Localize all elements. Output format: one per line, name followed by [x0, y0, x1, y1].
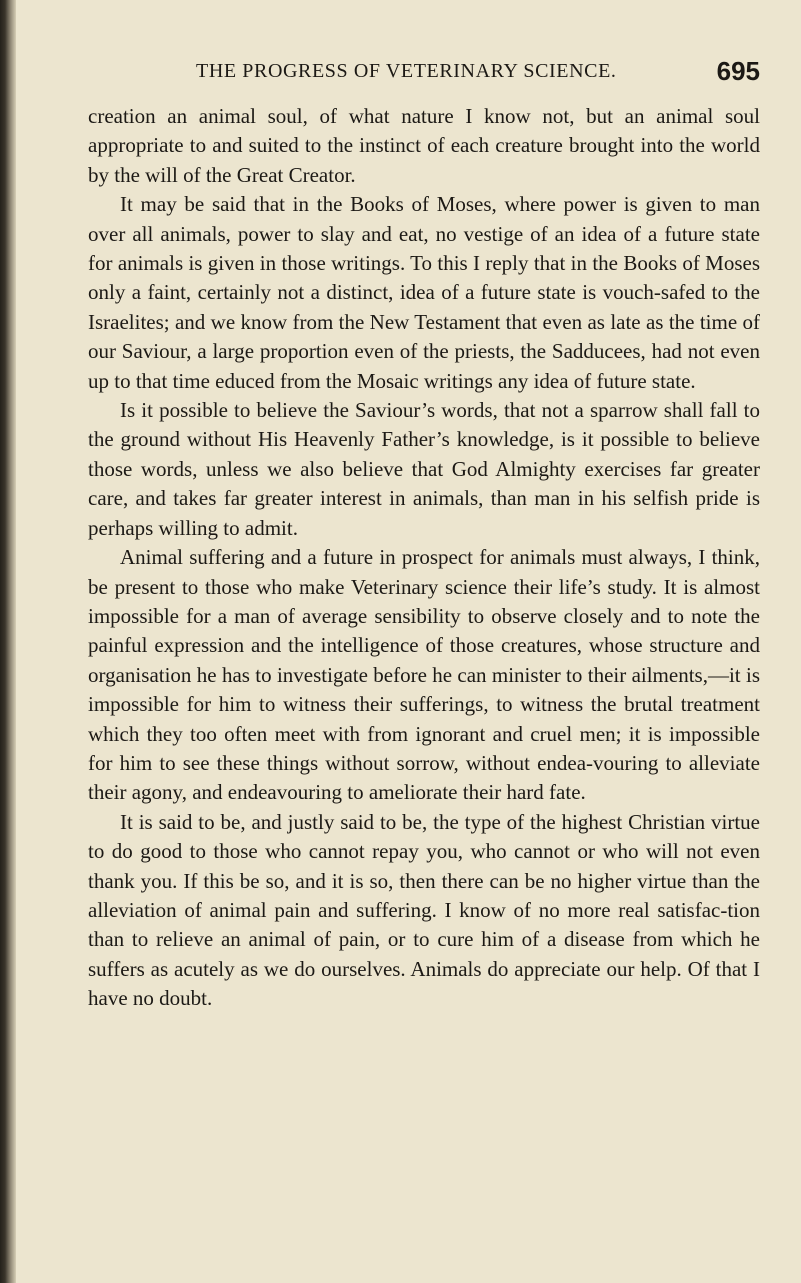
book-page	[88, 56, 760, 1014]
body-text	[88, 102, 760, 1014]
running-title: THE PROGRESS OF VETERINARY SCIENCE.	[196, 60, 617, 82]
paragraph-5: It is said to be, and justly said to be, the type of the highest Christian virtue to do good to those who cannot repay you, who cannot or who will not even thank you. If this be so, and it is so, then there can be no higher virtue than the alleviation of animal pain and suffering. I know of no more real satisfac-tion than to relieve an animal of pain, or to cure him of a disease from which he suffers as acutely as we do ourselves. Animals do appreciate our help. Of that I have no doubt.	[88, 809, 760, 1011]
paragraph-1: creation an animal soul, of what nature I know not, but an animal soul appropriate to and suited to the instinct of each creature brought into the world by the will of the Great Creator.	[88, 104, 760, 187]
paragraph-4: Animal suffering and a future in prospect for animals must always, I think, be present to those who make Veterinary science their life’s study. It is almost impossible for a man of average sensibility to observe closely and to note the painful expression and the intelligence of those creatures, whose structure and organisation he has to investigate before he can minister to their ailments,—it is impossible for him to witness their sufferings, to witness the brutal treatment which they too often meet with from ignorant and cruel men; it is impossible for him to see these things without sorrow, without endea-vouring to alleviate their agony, and endeavouring to ameliorate their hard fate.	[88, 545, 760, 805]
binding-gutter	[0, 0, 16, 1283]
paragraph-3: Is it possible to believe the Saviour’s words, that not a sparrow shall fall to the ground without His Heavenly Father’s knowledge, is it possible to believe those words, unless we also believe that God Almighty exercises far greater care, and takes far greater interest in animals, than man in his selfish pride is perhaps willing to admit.	[88, 398, 760, 540]
page-number: 695	[716, 56, 760, 86]
paragraph-2: It may be said that in the Books of Moses, where power is given to man over all animals, power to slay and eat, no vestige of an idea of a future state for animals is given in those writings. To this I reply that in the Books of Moses only a faint, certainly not a distinct, idea of a future state is vouch-safed to the Israelites; and we know from the New Testament that even as late as the time of our Saviour, a large proportion even of the priests, the Sadducees, had not even up to that time educed from the Mosaic writings any idea of future state.	[88, 192, 760, 393]
running-head	[88, 56, 760, 90]
